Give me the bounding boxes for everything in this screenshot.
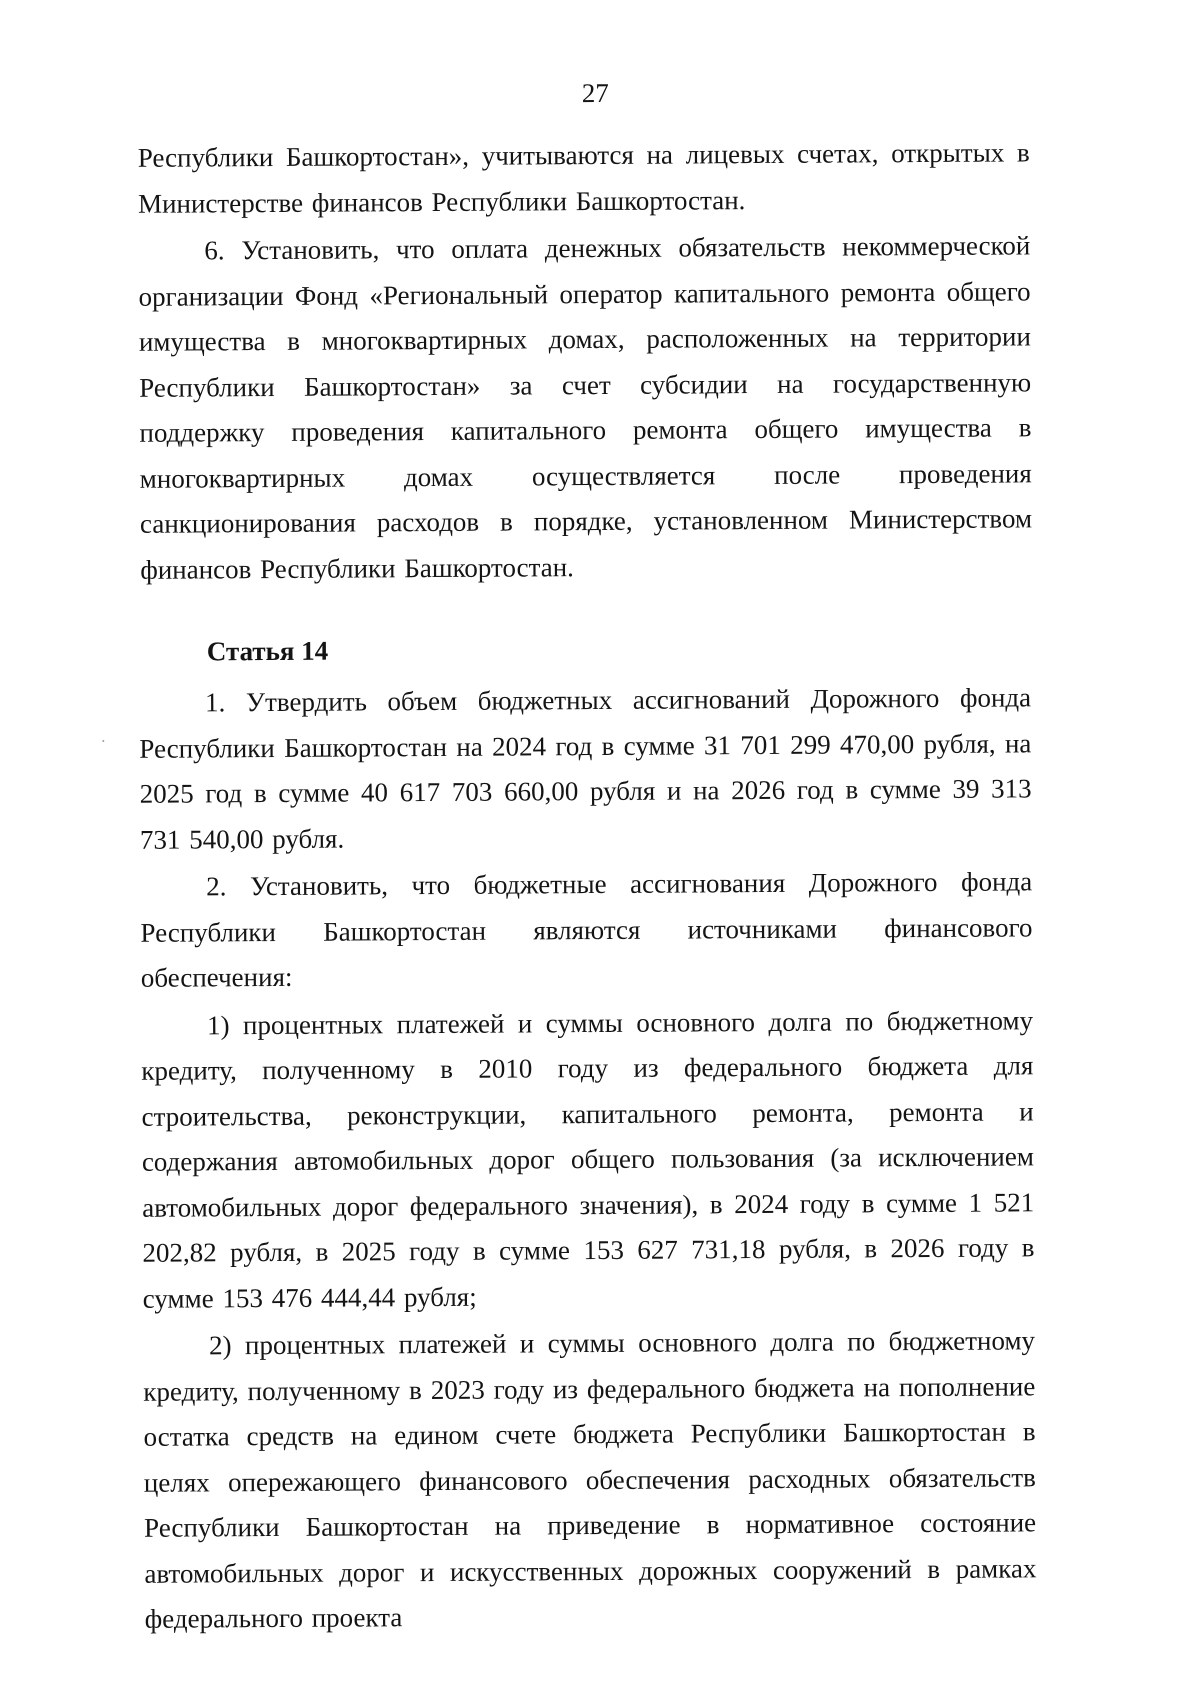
article-heading: Статья 14 xyxy=(206,635,329,667)
text-block-article xyxy=(139,675,1037,1642)
paragraph-6: 6. Установить, что оплата денежных обязательств некоммерческой организации Фонд «Региональный оператор капитального ремонта общего имущества в многоквартирных домах, расположенных на территории Республики Башкортостан» за счет субсидии на государственную поддержку проведения капитального ремонта общего имущества в многоквартирных домах осуществляется после проведения санкционирования расходов в порядке, установленном Министерством финансов Республики Башкортостан. xyxy=(138,230,1033,585)
paragraph-article-2: 2. Установить, что бюджетные ассигнования Дорожного фонда Республики Башкортостан являются источниками финансового обеспечения: xyxy=(140,866,1033,993)
scan-speck xyxy=(102,740,104,742)
paragraph-article-1: 1. Утвердить объем бюджетных ассигнований Дорожного фонда Республики Башкортостан на 2024 год в сумме 31 701 299 470,00 рубля, на 2025 год в сумме 40 617 703 660,00 рубля и на 2026 год в сумме 39 313 731 540,00 рубля. xyxy=(139,682,1032,855)
paragraph-item-2: 2) процентных платежей и суммы основного долга по бюджетному кредиту, полученному в 2023 году из федерального бюджета на пополнение остатка средств на едином счете бюджета Республики Башкортостан в целях опережающего финансового обеспечения расходных обязательств Республики Башкортостан на приведение в нормативное состояние автомобильных дорог и искусственных дорожных сооружений в рамках федерального проекта xyxy=(143,1325,1037,1634)
page-number: 27 xyxy=(581,77,609,109)
paragraph-item-1: 1) процентных платежей и суммы основного долга по бюджетному кредиту, полученному в 2010 году из федерального бюджета для строительства, реконструкции, капитального ремонта, ремонта и содержания автомобильных дорог общего пользования (за исключением автомобильных дорог федерального значения), в 2024 году в сумме 1 521 202,82 рубля, в 2025 году в сумме 153 627 731,18 рубля, в 2026 году в сумме 153 476 444,44 рубля; xyxy=(141,1004,1035,1314)
text-block-top xyxy=(138,130,1033,592)
paragraph-continuation: Республики Башкортостан», учитываются на лицевых счетах, открытых в Министерстве финансов Республики Башкортостан. xyxy=(137,137,1030,219)
